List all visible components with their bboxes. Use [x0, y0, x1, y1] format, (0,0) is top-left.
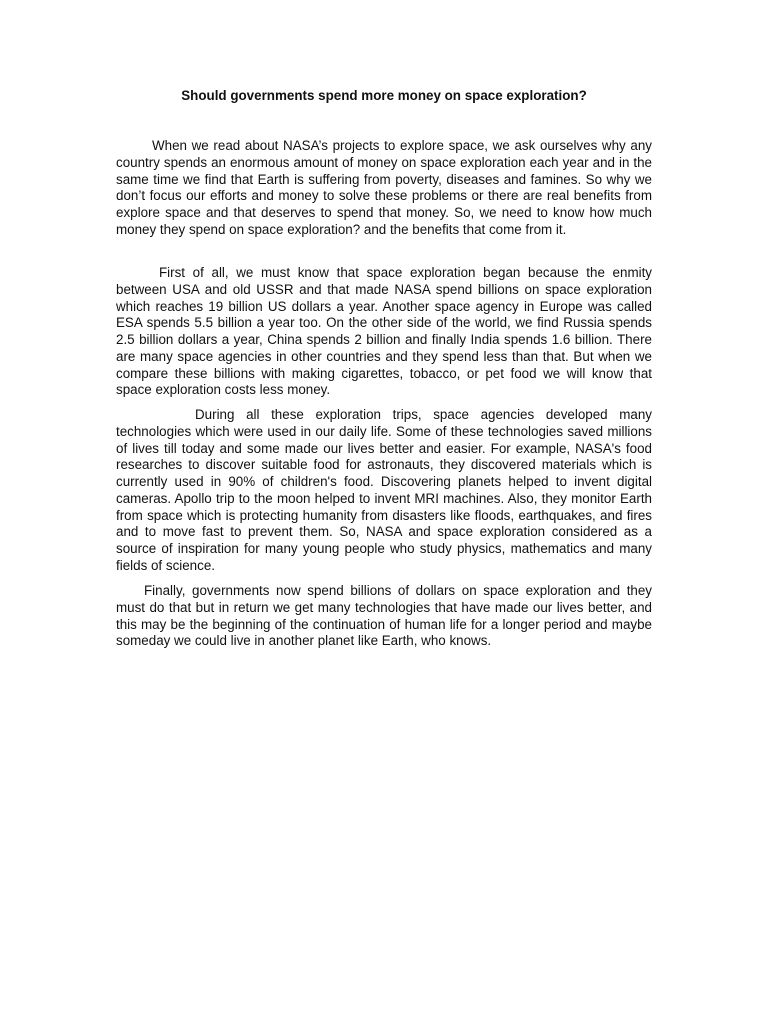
paragraph-technologies: During all these exploration trips, space agencies developed many technologies which were used in our daily life. Some of these technologies saved millions of lives till today and some made our lives better and easier. For example, NASA's food researches to discover suitable food for astronauts, they discovered materials which is currently used in 90% of children's food. Discovering planets helped to invent digital cameras. Apollo trip to the moon helped to invent MRI machines. Also, they monitor Earth from space which is protecting humanity from disasters like floods, earthquakes, and fires and to move fast to prevent them. So, NASA and space exploration considered as a source of inspiration for many young people who study physics, mathematics and many fields of science. [116, 407, 652, 573]
paragraph-intro: When we read about NASA’s projects to explore space, we ask ourselves why any country spends an enormous amount of money on space exploration each year and in the same time we find that Earth is suffering from poverty, diseases and famines. So why we don’t focus our efforts and money to solve these problems or there are real benefits from explore space and that deserves to spend that money. So, we need to know how much money they spend on space exploration? and the benefits that come from it. [116, 138, 652, 237]
paragraph-spending: First of all, we must know that space exploration began because the enmity between USA and old USSR and that made NASA spend billions on space exploration which reaches 19 billion US dollars a year. Another space agency in Europe was called ESA spends 5.5 billion a year too. On the other side of the world, we find Russia spends 2.5 billion dollars a year, China spends 2 billion and finally India spends 1.6 billion. There are many space agencies in other countries and they spend less than that. But when we compare these billions with making cigarettes, tobacco, or pet food we will know that space exploration costs less money. [116, 265, 652, 398]
paragraph-conclusion: Finally, governments now spend billions of dollars on space exploration and they must do that but in return we get many technologies that have made our lives better, and this may be the beginning of the continuation of human life for a longer period and maybe someday we could live in another planet like Earth, who knows. [116, 583, 652, 649]
document-title: Should governments spend more money on space exploration? [181, 88, 587, 103]
